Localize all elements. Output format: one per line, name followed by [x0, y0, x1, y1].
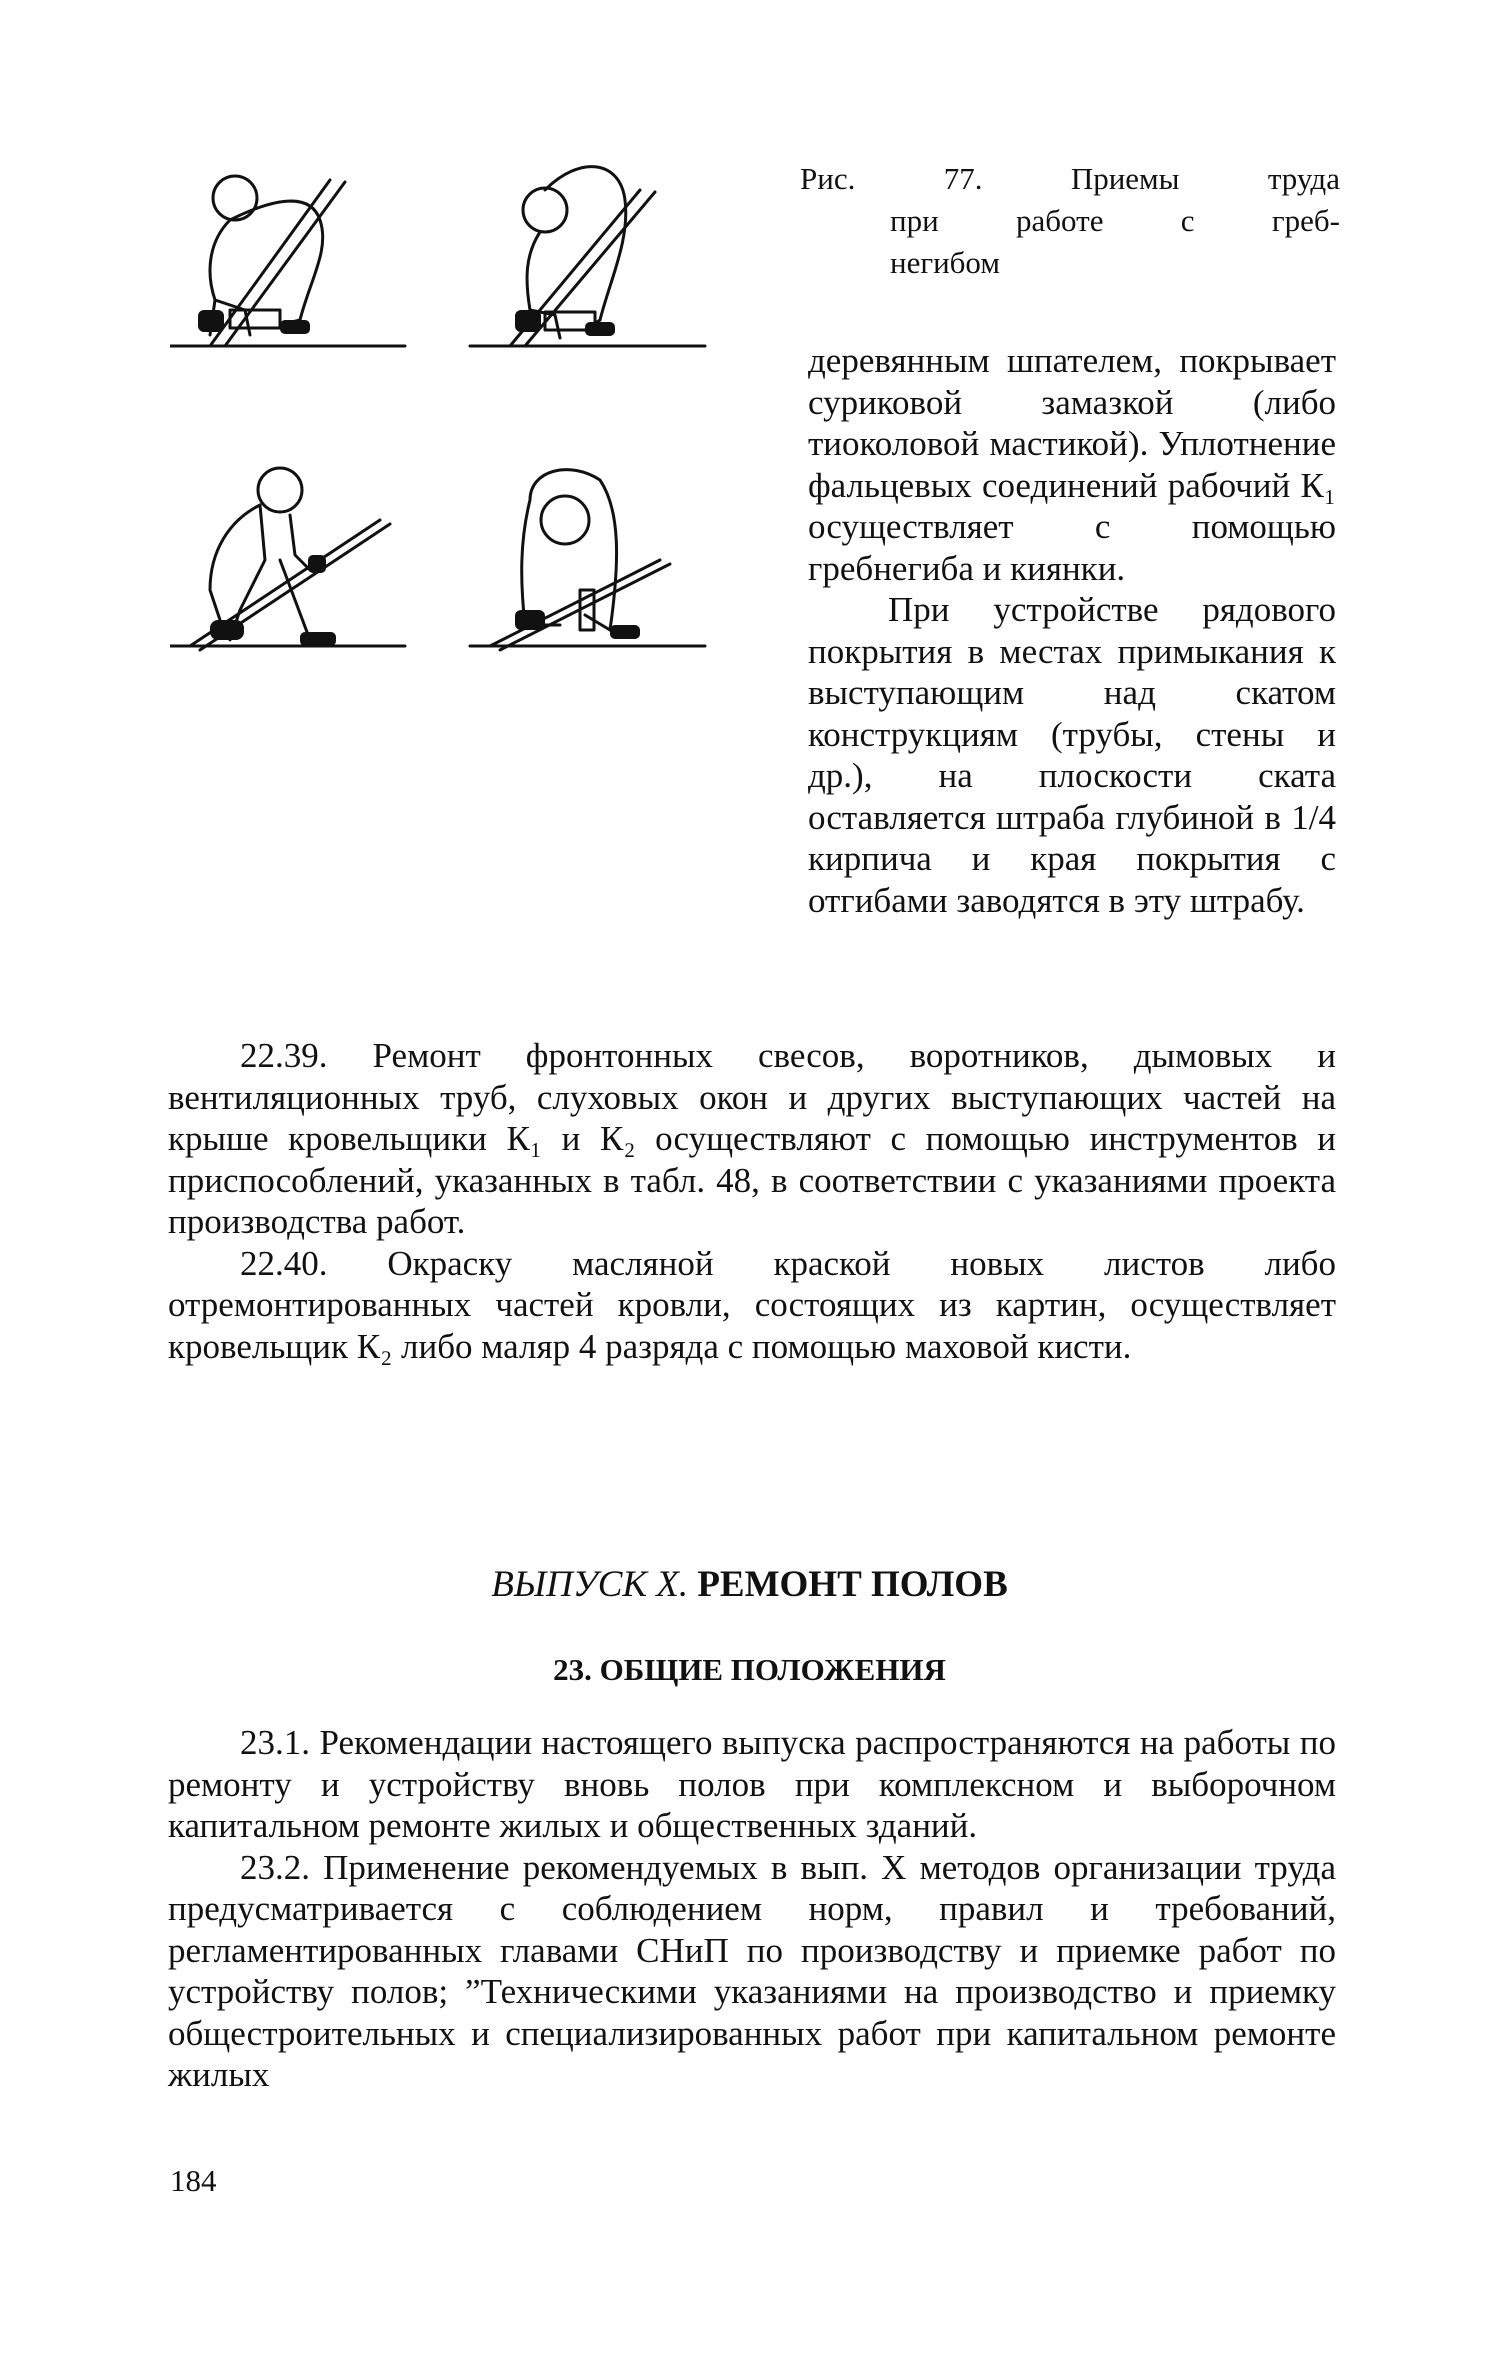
caption-line-2: при работе с греб- — [890, 203, 1340, 238]
side-paragraph-1: деревянным шпателем, покрывает суриковой замазкой (либо тиоколовой мастикой). Уплотнение фальцевых соединений рабочий К₁ осуществляет с помощью гребнегиба и киянки. — [808, 341, 1336, 588]
paragraph-23-2: 23.2. Применение рекомендуемых в вып. X методов организации труда предусматривается с соблюдением норм, правил и требований, регламентированных главами СНиП по производству и приемке работ по устройству полов; ”Техническими указаниями на производство и приемку общестроительных и специализированных работ при капитальном ремонте жилых — [168, 1847, 1336, 2094]
caption-label: Рис. — [800, 161, 856, 196]
side-paragraph-2: При устройстве рядового покрытия в местах примыкания к выступающим над скатом конструкциям (трубы, стены и др.), на плоскости ската оставляется штраба глубиной в 1/4 кирпича и края покрытия с отгибами заводятся в эту штрабу. — [808, 590, 1336, 920]
figure-panel-2 — [470, 167, 705, 346]
main-text-upper — [168, 1035, 1336, 1367]
figure-caption — [800, 158, 1340, 284]
figure-77 — [170, 160, 770, 1020]
paragraph-22-39: 22.39. Ремонт фронтонных свесов, воротников, дымовых и вентиляционных труб, слуховых окон и других выступающих частей на крыше кровельщики К₁ и К₂ осуществляют с помощью инструментов и приспособлений, указанных в табл. 48, в соответствии с указаниями проекта производства работ. — [168, 1036, 1336, 1241]
main-text-lower — [168, 1722, 1336, 2096]
issue-title-italic: ВЫПУСК X. — [491, 1564, 689, 1605]
caption-word-1: Приемы — [1070, 161, 1180, 196]
issue-title-bold: РЕМОНТ ПОЛОВ — [697, 1564, 1008, 1605]
figure-panel-1 — [170, 176, 405, 346]
figure-panel-3 — [170, 468, 405, 650]
caption-line-1 — [800, 158, 1340, 200]
worker-illustration — [170, 160, 770, 1020]
issue-title — [0, 1563, 1499, 1606]
paragraph-23-1: 23.1. Рекомендации настоящего выпуска распространяются на работы по ремонту и устройству вновь полов при комплексном и выборочном капитальном ремонте жилых и общественных зданий. — [168, 1723, 1336, 1845]
caption-word-2: труда — [1267, 161, 1340, 196]
section-title: 23. ОБЩИЕ ПОЛОЖЕНИЯ — [553, 1652, 946, 1687]
side-column-text — [808, 340, 1336, 921]
page-number: 184 — [170, 2163, 217, 2198]
caption-number: 77. — [943, 161, 983, 196]
figure-panel-4 — [470, 470, 705, 650]
caption-line-3: негибом — [890, 245, 1000, 280]
paragraph-22-40: 22.40. Окраску масляной краской новых листов либо отремонтированных частей кровли, состоящих из картин, осуществляет кровельщик К₂ либо маляр 4 разряда с помощью маховой кисти. — [168, 1243, 1336, 1366]
